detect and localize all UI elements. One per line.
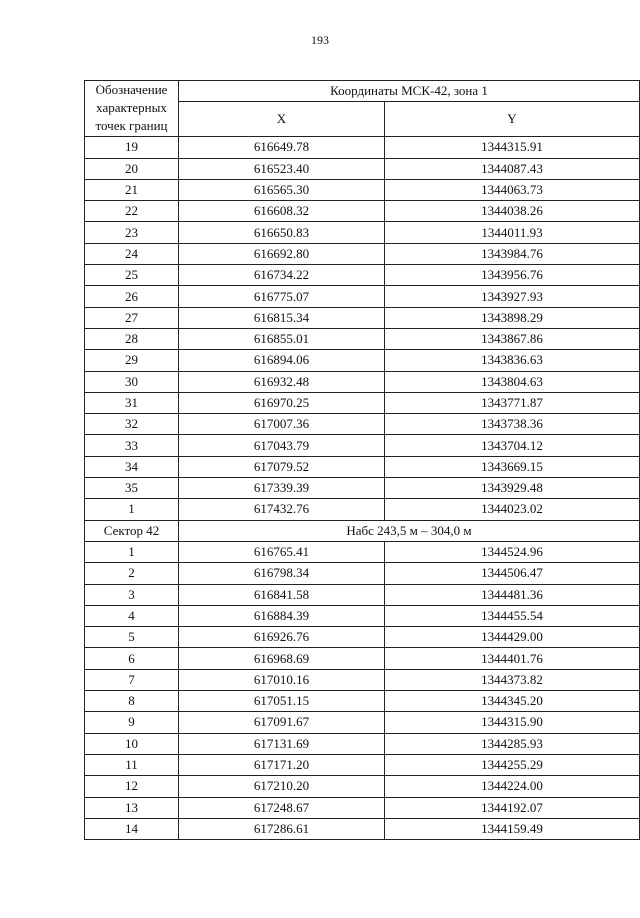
table-row	[85, 243, 640, 264]
y-coordinate-cell: 1344506.47	[385, 563, 640, 584]
x-coordinate-cell: 616932.48	[179, 371, 385, 392]
y-coordinate-cell: 1344159.49	[385, 818, 640, 839]
table-row	[85, 754, 640, 775]
x-coordinate-cell: 617248.67	[179, 797, 385, 818]
point-cell: 20	[85, 158, 179, 179]
point-cell: 27	[85, 307, 179, 328]
point-cell: 10	[85, 733, 179, 754]
x-coordinate-cell: 616855.01	[179, 328, 385, 349]
y-coordinate-cell: 1343956.76	[385, 265, 640, 286]
y-coordinate-cell: 1343984.76	[385, 243, 640, 264]
y-coordinate-cell: 1344524.96	[385, 541, 640, 562]
x-coordinate-cell: 616841.58	[179, 584, 385, 605]
table-row	[85, 414, 640, 435]
point-cell: 3	[85, 584, 179, 605]
y-coordinate-cell: 1344023.02	[385, 499, 640, 520]
coordinates-table	[84, 80, 640, 840]
point-header-line-2: характерных	[96, 100, 167, 115]
y-coordinate-cell: 1344192.07	[385, 797, 640, 818]
point-cell: 11	[85, 754, 179, 775]
table-row	[85, 691, 640, 712]
table-row	[85, 627, 640, 648]
table-row	[85, 797, 640, 818]
x-coordinate-cell: 616968.69	[179, 648, 385, 669]
y-coordinate-cell: 1343738.36	[385, 414, 640, 435]
point-designation-header	[85, 81, 179, 137]
x-coordinate-cell: 616565.30	[179, 179, 385, 200]
sector-section	[85, 520, 640, 541]
table-row	[85, 541, 640, 562]
table-row	[85, 328, 640, 349]
y-coordinate-cell: 1344401.76	[385, 648, 640, 669]
table-row	[85, 286, 640, 307]
point-cell: 29	[85, 350, 179, 371]
table-row	[85, 222, 640, 243]
y-coordinate-cell: 1344373.82	[385, 669, 640, 690]
point-header-line-1: Обозначение	[95, 82, 168, 97]
x-coordinate-cell: 616608.32	[179, 201, 385, 222]
x-coordinate-cell: 617339.39	[179, 478, 385, 499]
y-column-header: Y	[385, 102, 640, 137]
table-row	[85, 478, 640, 499]
y-coordinate-cell: 1344224.00	[385, 776, 640, 797]
table-row	[85, 648, 640, 669]
point-cell: 24	[85, 243, 179, 264]
y-coordinate-cell: 1344255.29	[385, 754, 640, 775]
x-coordinate-cell: 616798.34	[179, 563, 385, 584]
table-row	[85, 563, 640, 584]
point-cell: 34	[85, 456, 179, 477]
table-row	[85, 712, 640, 733]
x-coordinate-cell: 616692.80	[179, 243, 385, 264]
table-row	[85, 456, 640, 477]
x-coordinate-cell: 617432.76	[179, 499, 385, 520]
page-number: 193	[311, 33, 329, 47]
x-column-header: X	[179, 102, 385, 137]
y-coordinate-cell: 1343927.93	[385, 286, 640, 307]
y-coordinate-cell: 1344455.54	[385, 605, 640, 626]
x-coordinate-cell: 617091.67	[179, 712, 385, 733]
point-cell: 31	[85, 392, 179, 413]
y-coordinate-cell: 1344285.93	[385, 733, 640, 754]
header-row-top	[85, 81, 640, 102]
x-coordinate-cell: 617079.52	[179, 456, 385, 477]
y-coordinate-cell: 1343771.87	[385, 392, 640, 413]
y-coordinate-cell: 1344315.91	[385, 137, 640, 158]
table-row	[85, 201, 640, 222]
point-cell: 8	[85, 691, 179, 712]
table-row	[85, 392, 640, 413]
point-cell: 12	[85, 776, 179, 797]
point-cell: 5	[85, 627, 179, 648]
x-coordinate-cell: 617210.20	[179, 776, 385, 797]
y-coordinate-cell: 1343704.12	[385, 435, 640, 456]
x-coordinate-cell: 616884.39	[179, 605, 385, 626]
point-cell: 21	[85, 179, 179, 200]
x-coordinate-cell: 617171.20	[179, 754, 385, 775]
y-coordinate-cell: 1343867.86	[385, 328, 640, 349]
point-cell: 1	[85, 541, 179, 562]
sector-row	[85, 520, 640, 541]
table-row	[85, 584, 640, 605]
table-row	[85, 605, 640, 626]
table-body-part1	[85, 137, 640, 520]
x-coordinate-cell: 617051.15	[179, 691, 385, 712]
point-cell: 4	[85, 605, 179, 626]
point-cell: 13	[85, 797, 179, 818]
y-coordinate-cell: 1343929.48	[385, 478, 640, 499]
x-coordinate-cell: 617131.69	[179, 733, 385, 754]
table-row	[85, 265, 640, 286]
x-coordinate-cell: 616970.25	[179, 392, 385, 413]
x-coordinate-cell: 616734.22	[179, 265, 385, 286]
table-row	[85, 158, 640, 179]
table-row	[85, 733, 640, 754]
point-cell: 28	[85, 328, 179, 349]
y-coordinate-cell: 1343836.63	[385, 350, 640, 371]
point-cell: 19	[85, 137, 179, 158]
y-coordinate-cell: 1344481.36	[385, 584, 640, 605]
x-coordinate-cell: 616765.41	[179, 541, 385, 562]
y-coordinate-cell: 1343669.15	[385, 456, 640, 477]
table-row	[85, 669, 640, 690]
y-coordinate-cell: 1344011.93	[385, 222, 640, 243]
point-cell: 14	[85, 818, 179, 839]
point-cell: 25	[85, 265, 179, 286]
x-coordinate-cell: 616523.40	[179, 158, 385, 179]
table-row	[85, 179, 640, 200]
table-row	[85, 350, 640, 371]
x-coordinate-cell: 617007.36	[179, 414, 385, 435]
y-coordinate-cell: 1344429.00	[385, 627, 640, 648]
table-row	[85, 435, 640, 456]
sector-height-range: Набс 243,5 м – 304,0 м	[179, 520, 640, 541]
point-cell: 30	[85, 371, 179, 392]
point-cell: 9	[85, 712, 179, 733]
sector-label: Сектор 42	[85, 520, 179, 541]
y-coordinate-cell: 1344087.43	[385, 158, 640, 179]
table-row	[85, 137, 640, 158]
point-cell: 35	[85, 478, 179, 499]
point-cell: 22	[85, 201, 179, 222]
x-coordinate-cell: 616650.83	[179, 222, 385, 243]
x-coordinate-cell: 617286.61	[179, 818, 385, 839]
x-coordinate-cell: 616649.78	[179, 137, 385, 158]
table-row	[85, 307, 640, 328]
point-cell: 32	[85, 414, 179, 435]
x-coordinate-cell: 617043.79	[179, 435, 385, 456]
point-cell: 6	[85, 648, 179, 669]
x-coordinate-cell: 617010.16	[179, 669, 385, 690]
x-coordinate-cell: 616815.34	[179, 307, 385, 328]
table-row	[85, 818, 640, 839]
y-coordinate-cell: 1344345.20	[385, 691, 640, 712]
table-body-part2	[85, 541, 640, 839]
point-cell: 1	[85, 499, 179, 520]
coord-system-header: Координаты МСК-42, зона 1	[179, 81, 640, 102]
y-coordinate-cell: 1344063.73	[385, 179, 640, 200]
table-row	[85, 499, 640, 520]
y-coordinate-cell: 1344315.90	[385, 712, 640, 733]
point-cell: 23	[85, 222, 179, 243]
point-cell: 26	[85, 286, 179, 307]
x-coordinate-cell: 616775.07	[179, 286, 385, 307]
point-cell: 7	[85, 669, 179, 690]
y-coordinate-cell: 1344038.26	[385, 201, 640, 222]
table-row	[85, 371, 640, 392]
y-coordinate-cell: 1343804.63	[385, 371, 640, 392]
x-coordinate-cell: 616926.76	[179, 627, 385, 648]
table-row	[85, 776, 640, 797]
point-cell: 2	[85, 563, 179, 584]
x-coordinate-cell: 616894.06	[179, 350, 385, 371]
point-header-line-3: точек границ	[95, 118, 168, 133]
y-coordinate-cell: 1343898.29	[385, 307, 640, 328]
point-cell: 33	[85, 435, 179, 456]
